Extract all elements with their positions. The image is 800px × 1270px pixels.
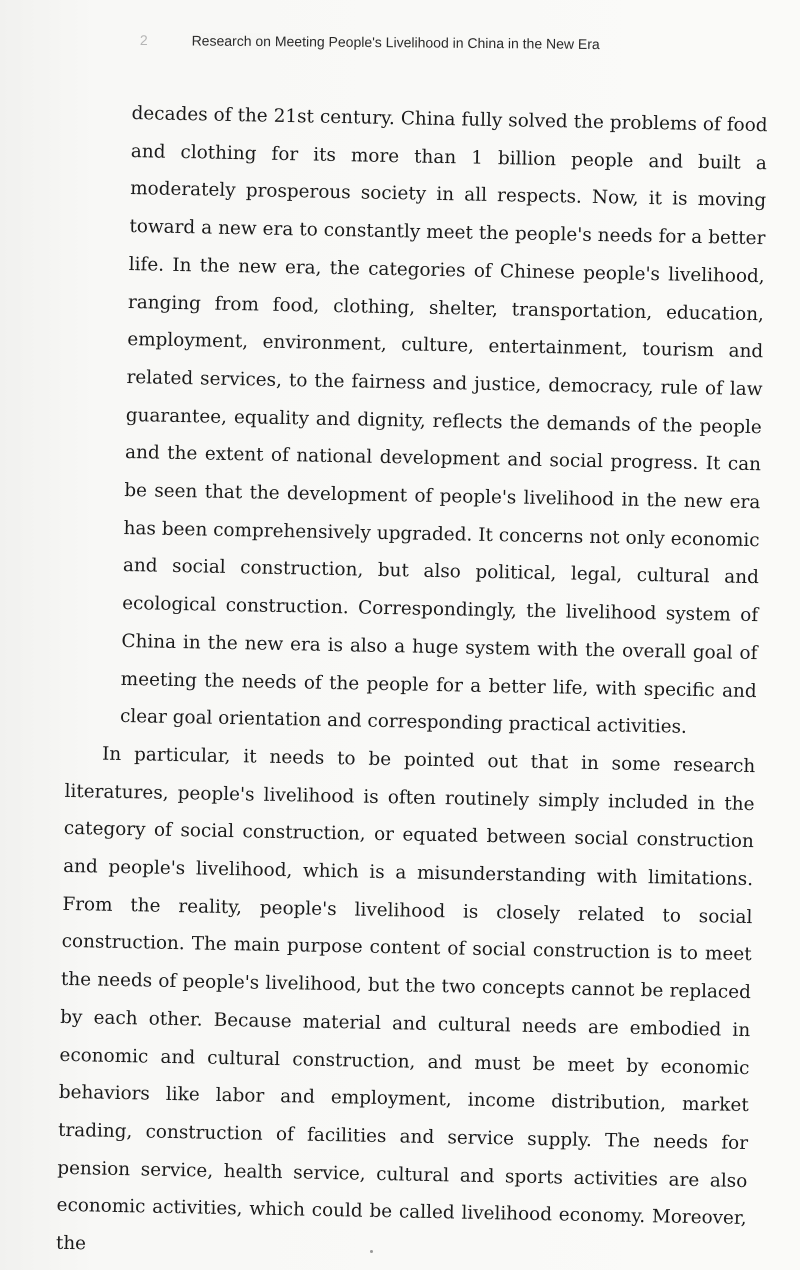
running-head <box>140 32 730 53</box>
running-head-title: Research on Meeting People's Livelihood in China in the New Era <box>191 32 600 53</box>
paragraph-1: decades of the 21st century. China fully solved the problems of food and clothing for its more than 1 billion people and built a moderately prosperous society in all respects. Now, it is moving toward a new era to constantly meet the people's needs for a better life. In the new era, the categories of Chinese people's livelihood, ranging from food, clothing, shelter, transportation, education, employment, environment, culture, entertainment, tourism and related services, to the fairness and justice, democracy, rule of law guarantee, equality and dignity, reflects the demands of the people and the extent of national development and social progress. It can be seen that the development of people's livelihood in the new era has been comprehensively upgraded. It concerns not only economic and social construction, but also political, legal, cultural and ecological construction. Correspondingly, the livelihood system of China in the new era is also a huge system with the overall goal of meeting the needs of the people for a better life, with specific and clear goal orientation and corresponding practical activities. <box>119 103 768 739</box>
paragraph-2: In particular, it needs to be pointed out that in some research literatures, people's livelihood is often routinely simply included in the category of social construction, or equated between social construction and people's livelihood, which is a misunderstanding with limitations. From the reality, people's livelihood is closely related to social construction. The main purpose content of social construction is to meet the needs of people's livelihood, but the two concepts cannot be replaced by each other. Because material and cultural needs are embodied in economic and cultural construction, and must be meet by economic behaviors like labor and employment, income distribution, market trading, construction of facilities and service supply. The needs for pension service, health service, cultural and sports activities are also economic activities, which could be called livelihood economy. Moreover, the <box>55 743 756 1255</box>
body-text <box>56 94 768 1270</box>
page-number: 2 <box>139 32 148 49</box>
page-speck <box>370 1250 373 1253</box>
